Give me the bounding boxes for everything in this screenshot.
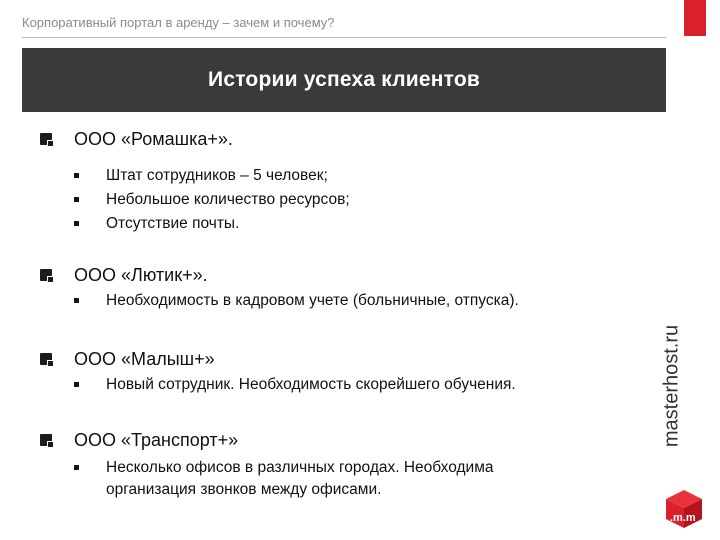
square-bullet-icon bbox=[40, 353, 52, 365]
list-item-text: Новый сотрудник. Необходимость скорейшего обучения. bbox=[106, 376, 516, 393]
company-heading-lyutik bbox=[40, 263, 208, 287]
list-item-text: Несколько офисов в различных городах. Необходима bbox=[106, 459, 494, 476]
company-heading-romashka bbox=[40, 127, 233, 151]
list-item-text: Небольшое количество ресурсов; bbox=[106, 191, 350, 208]
presentation-title: Корпоративный портал в аренду – зачем и почему? bbox=[22, 15, 335, 30]
company-name: ООО «Транспорт+» bbox=[74, 429, 239, 450]
list-item-text: Штат сотрудников – 5 человек; bbox=[106, 167, 328, 184]
logo-text: .m.m bbox=[670, 512, 696, 524]
company-name: ООО «Малыш+» bbox=[74, 348, 215, 369]
company-name: ООО «Ромашка+». bbox=[74, 128, 233, 149]
list-item-text: Отсутствие почты. bbox=[106, 215, 240, 232]
square-bullet-icon bbox=[40, 133, 52, 145]
company-heading-transport bbox=[40, 428, 238, 452]
company-heading-malysh bbox=[40, 347, 215, 371]
small-square-bullet-icon bbox=[74, 173, 79, 178]
small-square-bullet-icon bbox=[74, 382, 79, 387]
logo-cube-icon bbox=[664, 488, 704, 530]
small-square-bullet-icon bbox=[74, 465, 79, 470]
small-square-bullet-icon bbox=[74, 221, 79, 226]
brand-vertical-text bbox=[650, 320, 720, 470]
slide-title: Истории успеха клиентов bbox=[208, 68, 480, 91]
list-item-text: организация звонков между офисами. bbox=[106, 481, 382, 498]
square-bullet-icon bbox=[40, 269, 52, 281]
masterhost-logo-icon bbox=[664, 488, 704, 530]
square-bullet-icon bbox=[40, 434, 52, 446]
small-square-bullet-icon bbox=[74, 197, 79, 202]
small-square-bullet-icon bbox=[74, 298, 79, 303]
list-item-text: Необходимость в кадровом учете (больничные, отпуска). bbox=[106, 292, 519, 309]
brand-url: masterhost.ru bbox=[660, 324, 683, 448]
company-name: ООО «Лютик+». bbox=[74, 264, 208, 285]
